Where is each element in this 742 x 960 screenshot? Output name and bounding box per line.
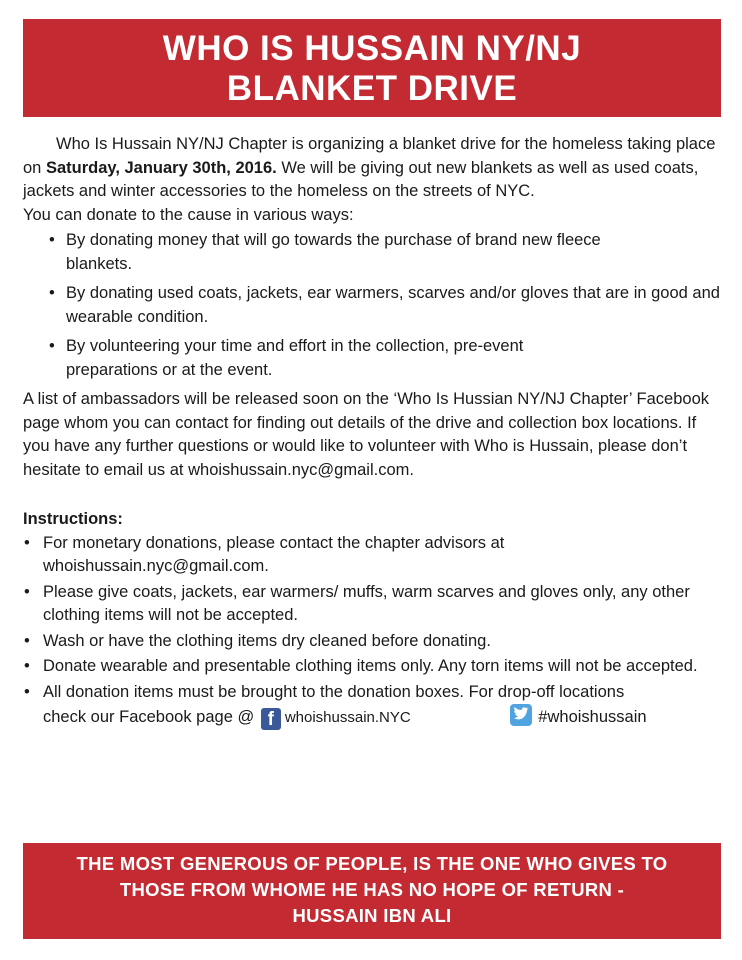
ambassadors-text: A list of ambassadors will be released soon on the ‘Who Is Hussian NY/NJ Chapter’ Facebook page whom you can contact for finding out details of the drive and collection box locations. If you have any further questions or would like to volunteer with Who is Hussain, please don’t hesitate to email us at bbox=[23, 390, 709, 479]
intro-text-continued: We will be giving out new blankets as well as used coats, jackets and winter accessories to the homeless on the streets of NYC. bbox=[23, 158, 699, 200]
quote-banner bbox=[23, 843, 721, 939]
instructions-heading-text: Instructions: bbox=[23, 510, 123, 528]
list-item bbox=[23, 681, 723, 731]
twitter-handle[interactable]: #whoishussain bbox=[538, 708, 647, 726]
quote-line-1: THE MOST GENEROUS OF PEOPLE, IS THE ONE WHO GIVES TO bbox=[76, 853, 668, 874]
facebook-handle[interactable]: whoishussain.NYC bbox=[284, 709, 411, 726]
list-item bbox=[23, 630, 723, 654]
instruction-text: Donate wearable and presentable clothing items only. Any torn items will not be accepted. bbox=[43, 657, 698, 675]
quote-attribution: HUSSAIN IBN ALI bbox=[292, 905, 452, 926]
title-banner bbox=[23, 19, 721, 117]
bullet-icon: • bbox=[49, 231, 55, 249]
title-line-2: BLANKET DRIVE bbox=[226, 69, 518, 108]
list-item bbox=[23, 581, 723, 628]
list-item bbox=[23, 532, 723, 579]
list-item bbox=[23, 655, 723, 679]
bullet-icon: • bbox=[49, 284, 55, 302]
donate-heading: You can donate to the cause in various ways: bbox=[23, 205, 354, 224]
instructions-list bbox=[23, 532, 723, 731]
bullet-icon: • bbox=[24, 657, 30, 675]
event-date: Saturday, January 30th, 2016. bbox=[45, 158, 277, 177]
bullet-icon: • bbox=[24, 631, 30, 650]
flyer-body bbox=[23, 133, 723, 732]
quote-line-2: THOSE FROM WHOME HE HAS NO HOPE OF RETURN - bbox=[119, 879, 625, 900]
instruction-text: All donation items must be brought to the donation boxes. For drop-off locations bbox=[43, 682, 625, 701]
way-text-continued: blankets. bbox=[66, 254, 133, 273]
intro-paragraph bbox=[23, 133, 723, 204]
donation-ways-list bbox=[23, 229, 723, 382]
way-text: By donating used coats, jackets, ear warmers, scarves and/or gloves that are in good and wearable condition. bbox=[66, 284, 720, 326]
bullet-icon: • bbox=[24, 533, 30, 552]
social-row bbox=[43, 708, 647, 730]
way-text-continued: preparations or at the event. bbox=[66, 360, 273, 379]
way-text: By donating money that will go towards the purchase of brand new fleece bbox=[66, 231, 601, 249]
way-text: By volunteering your time and effort in the collection, pre-event bbox=[66, 337, 524, 355]
facebook-icon[interactable]: f bbox=[261, 708, 281, 730]
title-line-1: WHO IS HUSSAIN NY/NJ bbox=[162, 29, 582, 68]
instruction-text: Wash or have the clothing items dry cleaned before donating. bbox=[43, 631, 491, 650]
contact-email[interactable]: whoishussain.nyc@gmail.com. bbox=[188, 460, 414, 479]
instruction-text: For monetary donations, please contact the chapter advisors at whoishussain.nyc@gmail.com. bbox=[43, 533, 505, 575]
list-item bbox=[23, 335, 723, 382]
list-item bbox=[23, 229, 723, 276]
bullet-icon: • bbox=[24, 682, 30, 701]
instructions-heading bbox=[23, 508, 723, 532]
instruction-text: Please give coats, jackets, ear warmers/ muffs, warm scarves and gloves only, any other clothing items will not be accepted. bbox=[43, 582, 690, 624]
instruction-text-continued: check our Facebook page @ bbox=[43, 708, 255, 726]
twitter-icon[interactable] bbox=[510, 704, 532, 726]
ambassadors-paragraph bbox=[23, 388, 723, 482]
bullet-icon: • bbox=[24, 582, 30, 601]
bullet-icon: • bbox=[49, 337, 55, 355]
list-item bbox=[23, 282, 723, 329]
intro-text: Who Is Hussain NY/NJ Chapter is organizing a blanket drive for the homeless taking place on bbox=[23, 135, 716, 177]
